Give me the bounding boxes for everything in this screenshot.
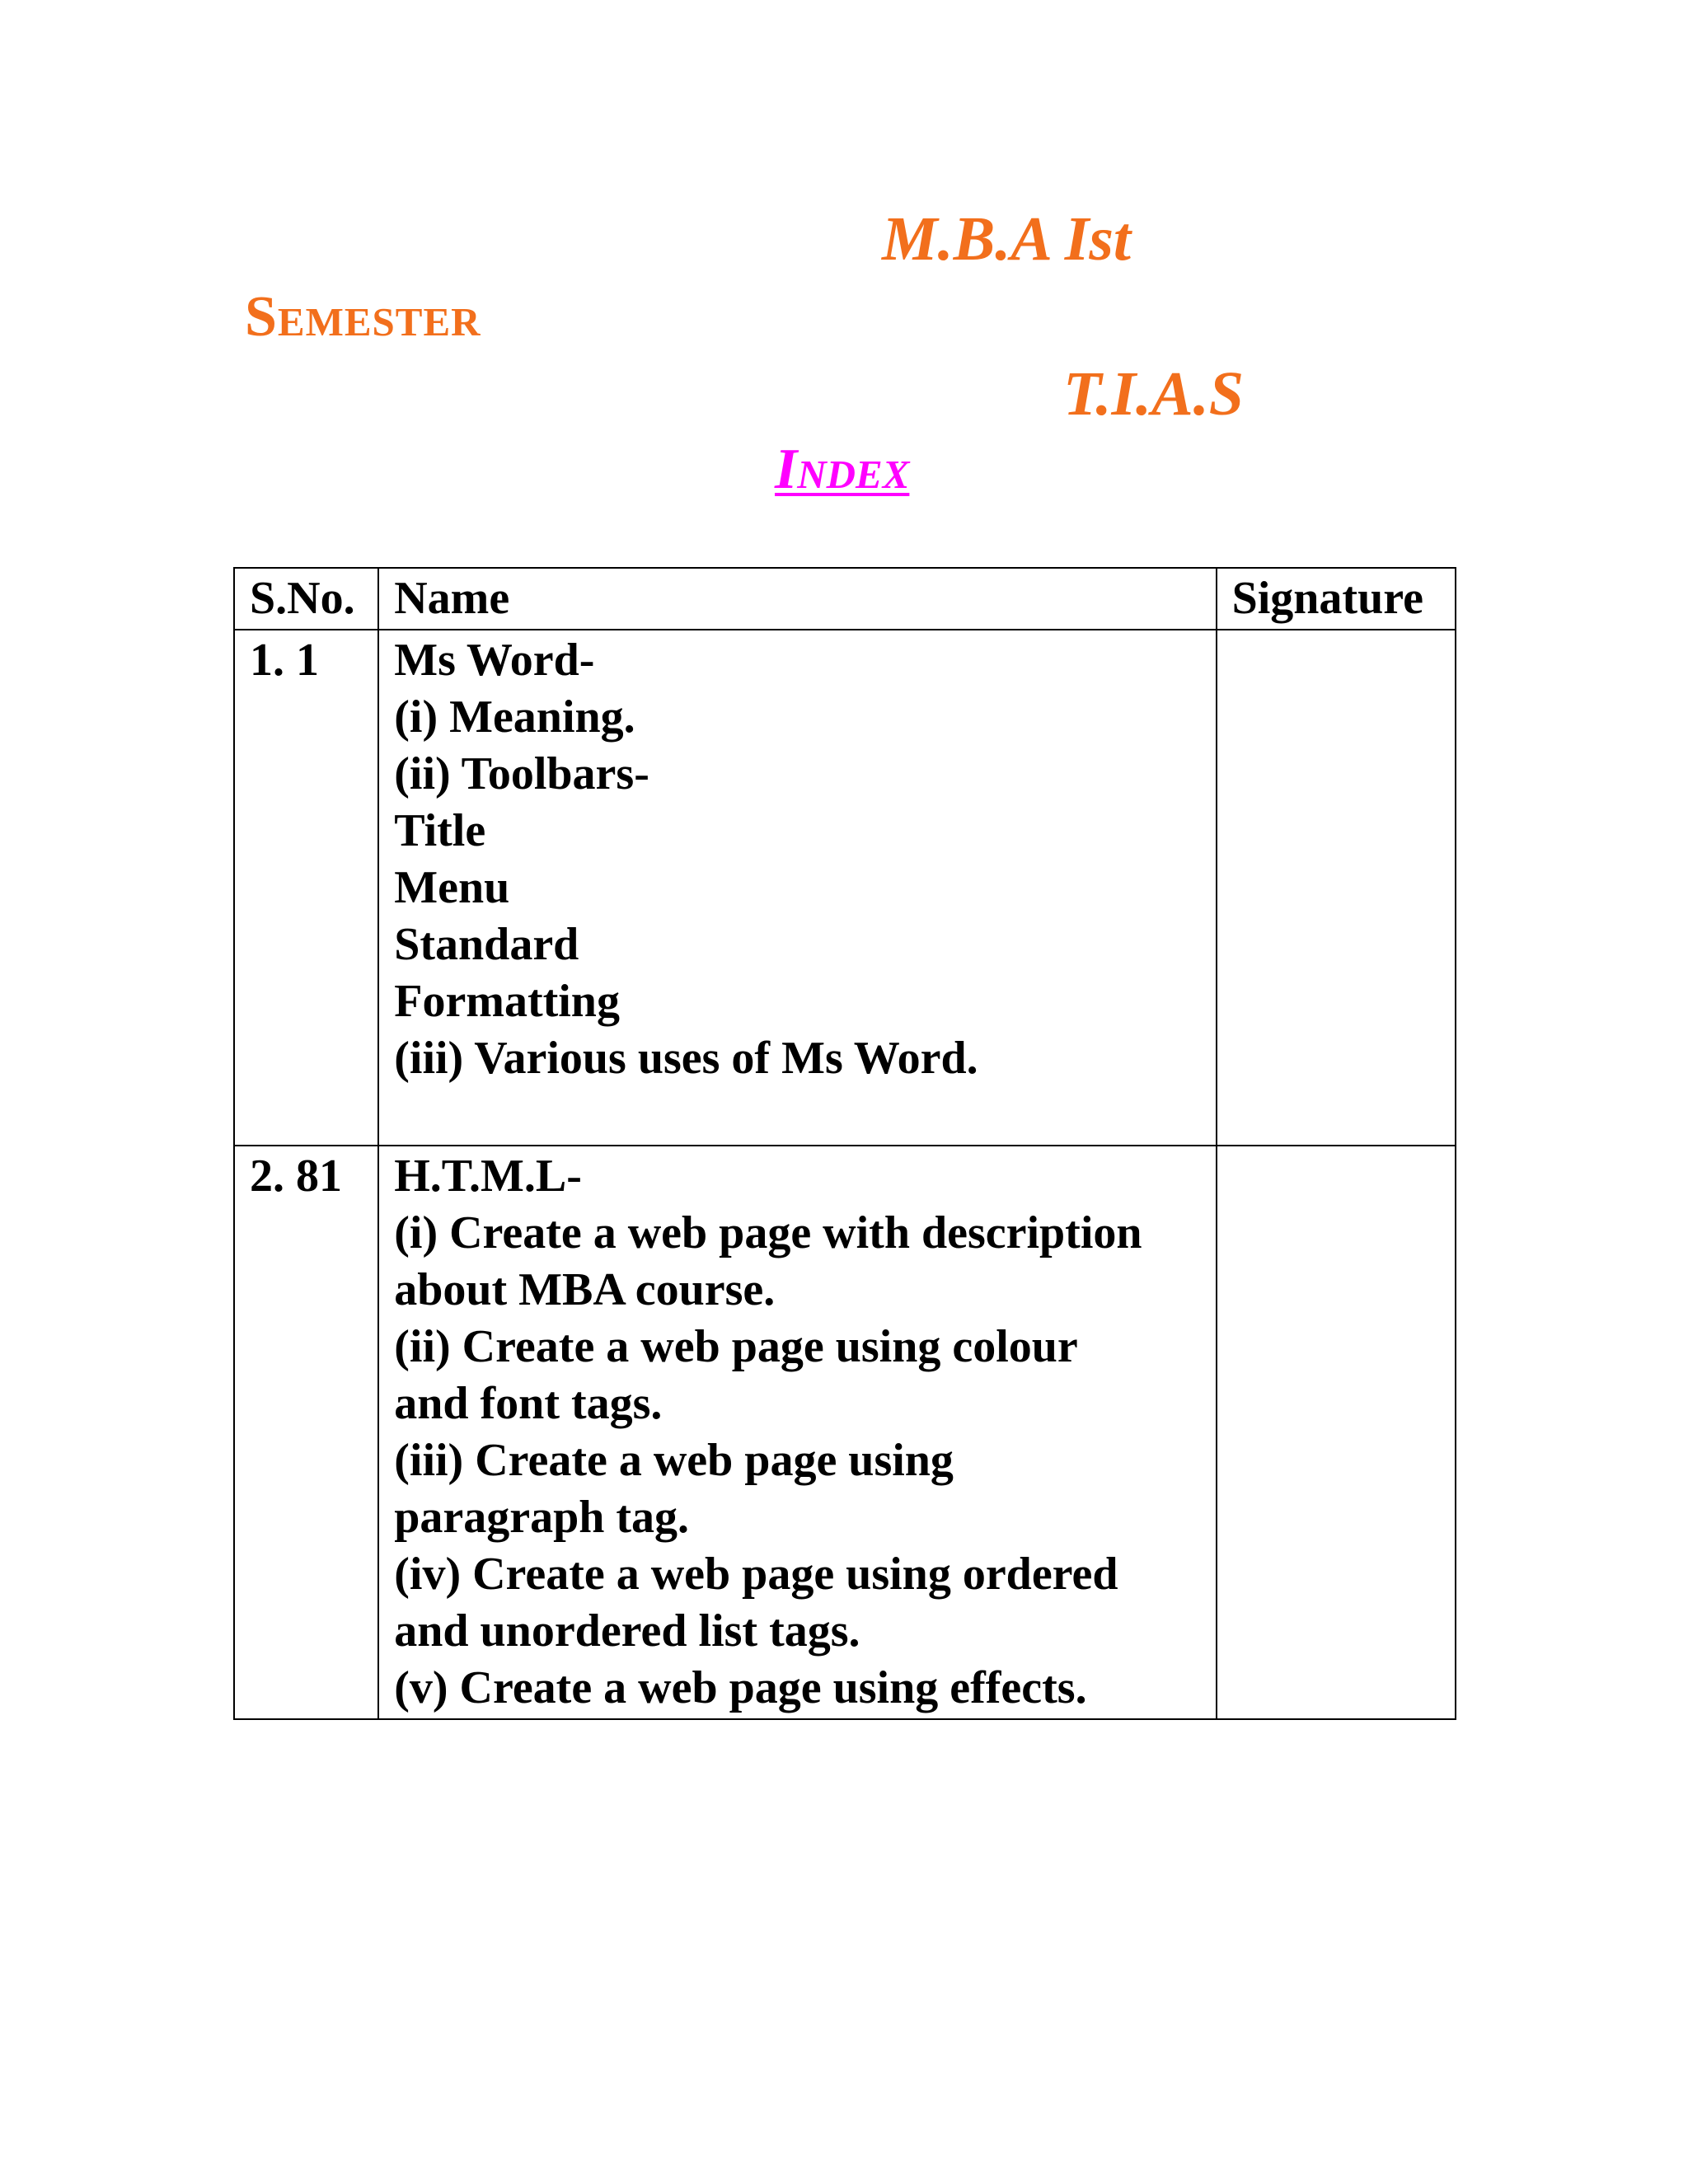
heading-mba: M.B.A Ist bbox=[882, 204, 1132, 274]
name-line: Standard bbox=[394, 919, 579, 970]
name-line: (iii) Create a web page using bbox=[394, 1435, 954, 1486]
name-line: paragraph tag. bbox=[394, 1492, 690, 1543]
name-line: Title bbox=[394, 805, 486, 856]
table-header-row bbox=[234, 568, 1456, 630]
row-signature bbox=[1217, 1146, 1456, 1719]
row-name bbox=[378, 630, 1216, 1146]
row-sno: 1. 1 bbox=[234, 630, 378, 1146]
heading-semester: Semester bbox=[245, 285, 481, 349]
name-line: (i) Create a web page with description bbox=[394, 1207, 1142, 1258]
column-header-name: Name bbox=[378, 568, 1216, 630]
name-line: (v) Create a web page using effects. bbox=[394, 1662, 1087, 1713]
row-sno: 2. 81 bbox=[234, 1146, 378, 1719]
name-line: about MBA course. bbox=[394, 1264, 776, 1315]
name-line: Ms Word- bbox=[394, 635, 595, 686]
column-header-sno: S.No. bbox=[234, 568, 378, 630]
name-line: and unordered list tags. bbox=[394, 1605, 860, 1657]
name-line: H.T.M.L- bbox=[394, 1151, 582, 1202]
name-line: (ii) Toolbars- bbox=[394, 748, 649, 799]
index-table bbox=[233, 567, 1456, 1720]
row-name bbox=[378, 1146, 1216, 1719]
row-signature bbox=[1217, 630, 1456, 1146]
name-line: (iii) Various uses of Ms Word. bbox=[394, 1033, 978, 1084]
name-line: (ii) Create a web page using colour bbox=[394, 1321, 1078, 1372]
table-row bbox=[234, 630, 1456, 1146]
index-title: Index bbox=[775, 438, 910, 501]
name-line: Menu bbox=[394, 862, 510, 913]
table-row bbox=[234, 1146, 1456, 1719]
name-line: (i) Meaning. bbox=[394, 691, 635, 743]
name-line: (iv) Create a web page using ordered bbox=[394, 1549, 1118, 1600]
name-line: and font tags. bbox=[394, 1378, 663, 1429]
column-header-signature: Signature bbox=[1217, 568, 1456, 630]
heading-tias: T.I.A.S bbox=[1063, 359, 1244, 429]
name-line: Formatting bbox=[394, 976, 620, 1027]
